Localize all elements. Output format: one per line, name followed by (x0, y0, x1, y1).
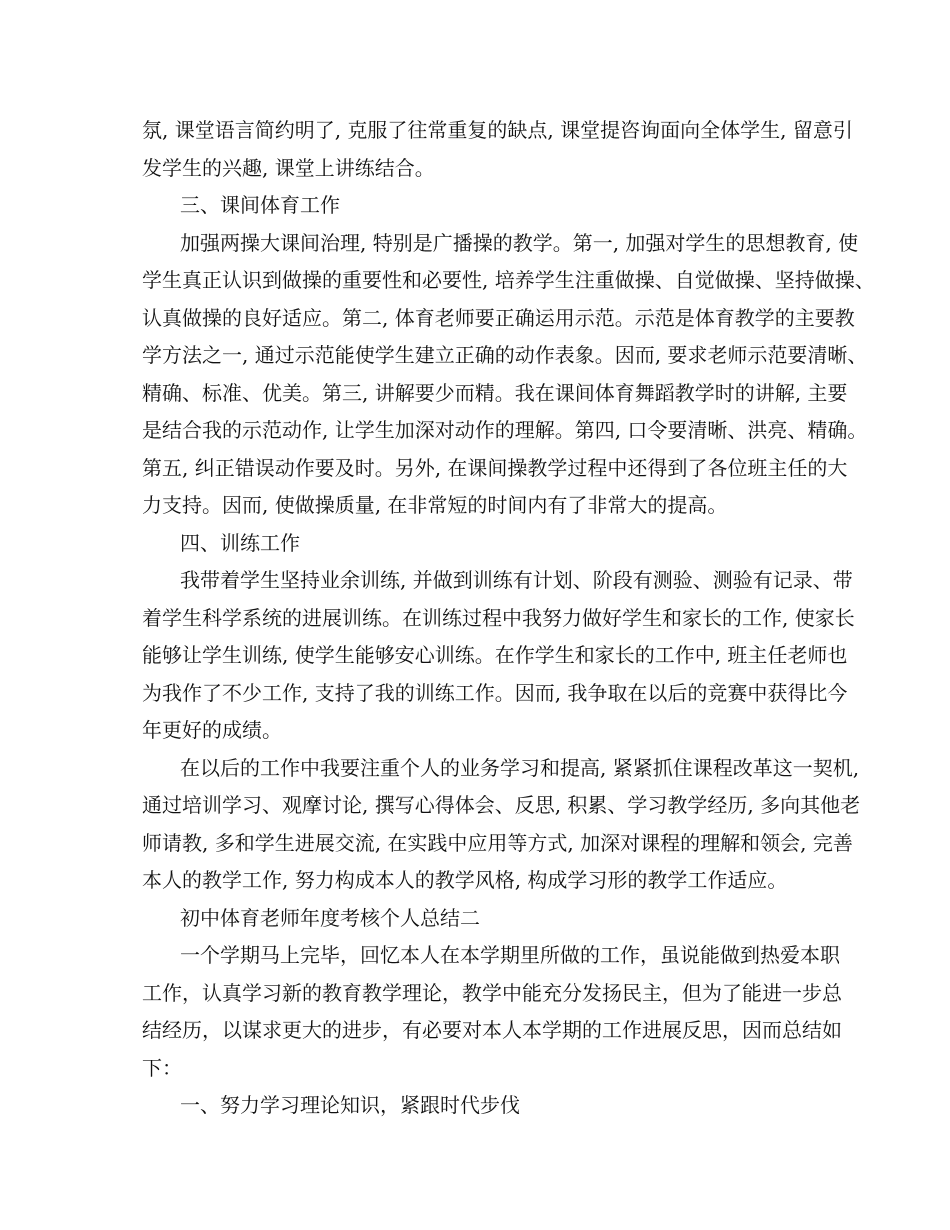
text-line: 下： (142, 1056, 182, 1080)
text-line: 加强两操大课间治理, 特别是广播操的教学。第一, 加强对学生的思想教育, 使 (180, 231, 859, 255)
text-line: 结经历，以谋求更大的进步，有必要对本人本学期的工作进展反思，因而总结如 (142, 1018, 842, 1042)
text-line: 我带着学生坚持业余训练, 并做到训练有计划、阶段有测验、测验有记录、带 (180, 568, 853, 592)
text-line: 师请教, 多和学生进展交流, 在实践中应用等方式, 加深对课程的理解和领会, 完善 (142, 831, 853, 855)
text-line: 发学生的兴趣, 课堂上讲练结合。 (142, 156, 435, 180)
text-line: 工作，认真学习新的教育教学理论，教学中能充分发扬民主，但为了能进一步总 (142, 981, 842, 1005)
text-line: 一个学期马上完毕，回忆本人在本学期里所做的工作，虽说能做到热爱本职 (180, 943, 840, 967)
text-line: 认真做操的良好适应。第二, 体育老师要正确运用示范。示范是体育教学的主要教 (142, 306, 855, 330)
text-line: 通过培训学习、观摩讨论, 撰写心得体会、反思, 积累、学习教学经历, 多向其他老 (142, 793, 861, 817)
text-line: 在以后的工作中我要注重个人的业务学习和提高, 紧紧抓住课程改革这一契机, (180, 756, 860, 780)
text-line: 为我作了不少工作, 支持了我的训练工作。因而, 我争取在以后的竞赛中获得比今 (142, 681, 848, 705)
section-heading: 一、努力学习理论知识，紧跟时代步伐 (180, 1093, 520, 1117)
text-line: 精确、标准、优美。第三, 讲解要少而精。我在课间体育舞蹈教学时的讲解, 主要 (142, 381, 848, 405)
text-line: 学方法之一, 通过示范能使学生建立正确的动作表象。因而, 要求老师示范要清晰、 (142, 343, 868, 367)
text-line: 着学生科学系统的进展训练。在训练过程中我努力做好学生和家长的工作, 使家长 (142, 606, 855, 630)
text-line: 第五, 纠正错误动作要及时。另外, 在课间操教学过程中还得到了各位班主任的大 (142, 456, 848, 480)
text-line: 力支持。因而, 使做操质量, 在非常短的时间内有了非常大的提高。 (142, 493, 728, 517)
text-line: 能够让学生训练, 使学生能够安心训练。在作学生和家长的工作中, 班主任老师也 (142, 643, 848, 667)
text-line: 氛, 课堂语言简约明了, 克服了往常重复的缺点, 课堂提咨询面向全体学生, 留意引 (142, 118, 853, 142)
section-heading: 四、训练工作 (180, 531, 300, 555)
section-heading: 三、课间体育工作 (180, 193, 340, 217)
text-line: 本人的教学工作, 努力构成本人的教学风格, 构成学习形的教学工作适应。 (142, 868, 788, 892)
text-line: 是结合我的示范动作, 让学生加深对动作的理解。第四, 口令要清晰、洪亮、精确。 (142, 418, 868, 442)
text-line: 年更好的成绩。 (142, 718, 282, 742)
section-title: 初中体育老师年度考核个人总结二 (180, 906, 480, 930)
text-line: 学生真正认识到做操的重要性和必要性, 培养学生注重做操、自觉做操、坚持做操、 (142, 268, 875, 292)
